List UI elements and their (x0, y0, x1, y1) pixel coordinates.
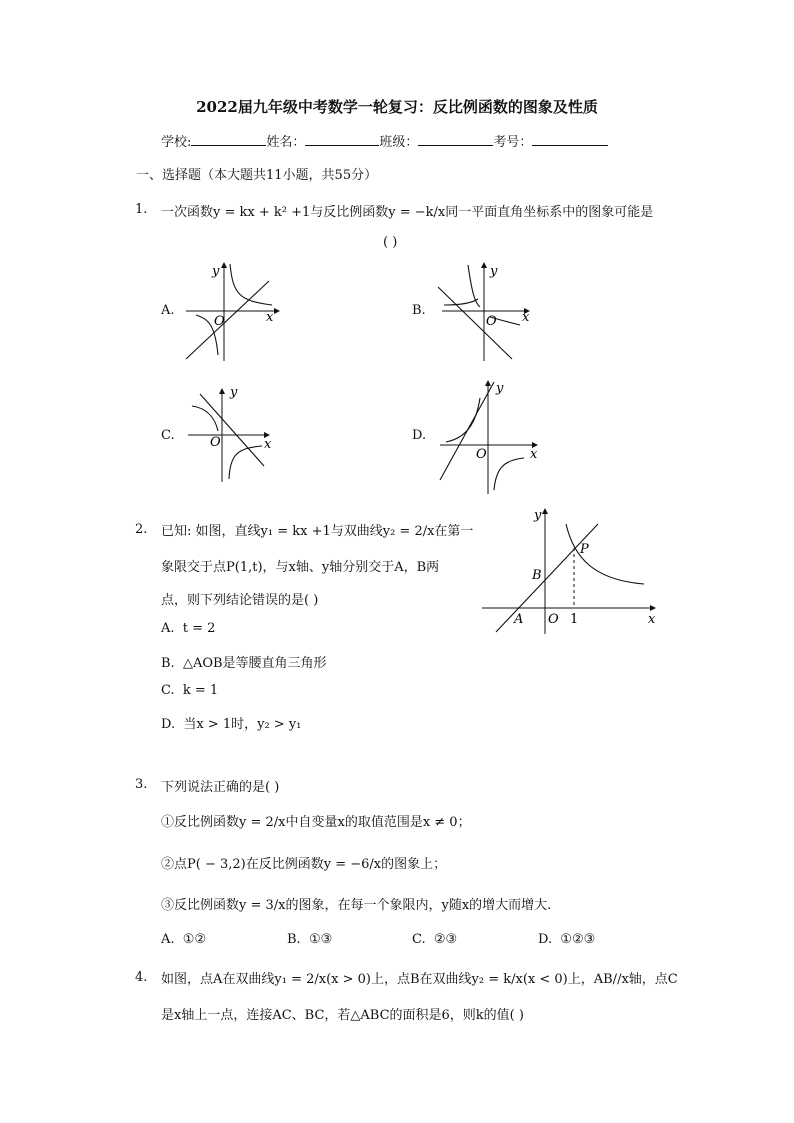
q1c-x-label: x (264, 437, 272, 452)
q4-line1: 如图，点A在双曲线y₁ = 2/x(x > 0)上，点B在双曲线y₂ = k/x(x < 0)上，AB//x轴，点C (161, 972, 678, 987)
q1-option-c-label[interactable]: C. (161, 428, 175, 443)
q2-option-b[interactable]: B. △AOB是等腰直角三角形 (161, 656, 327, 671)
class-blank[interactable] (418, 133, 493, 146)
q2-line2: 象限交于点P(1,t)，与x轴、y轴分别交于A，B两 (161, 560, 440, 575)
q2-number: 2. (135, 522, 148, 537)
q2-option-a[interactable]: A. t = 2 (161, 621, 216, 636)
q2-option-c[interactable]: C. k = 1 (161, 683, 219, 698)
header-fields (161, 131, 608, 150)
q3-option-b[interactable]: B. ①③ (287, 932, 333, 947)
q2-tick-1-label: 1 (570, 612, 579, 627)
q3-item-2: ②点P( − 3,2)在反比例函数y = −6/x的图象上； (161, 857, 447, 872)
name-blank[interactable] (305, 133, 379, 146)
school-blank[interactable] (191, 133, 266, 146)
q3-number: 3. (135, 777, 148, 792)
q2-line3: 点，则下列结论错误的是( ) (161, 593, 319, 608)
q3-option-a[interactable]: A. ①② (161, 932, 207, 947)
q1d-y-label: y (496, 381, 504, 396)
q1a-y-label: y (212, 264, 220, 279)
q1-graph-a (176, 259, 286, 364)
q3-option-d[interactable]: D. ①②③ (538, 932, 596, 947)
school-label: 学校: (161, 135, 192, 150)
q1-option-b-label[interactable]: B. (412, 303, 426, 318)
q1-graph-b (432, 259, 542, 364)
q2-figure (476, 502, 666, 637)
page-title: 2022届九年级中考数学一轮复习：反比例函数的图象及性质 (196, 98, 598, 116)
q3-item-3: ③反比例函数y = 3/x的图象，在每一个象限内，y随x的增大而增大. (161, 898, 552, 913)
q1-number: 1. (135, 202, 148, 217)
examno-label: 考号： (493, 135, 533, 150)
q1a-x-label: x (266, 310, 274, 325)
class-label: 班级： (379, 135, 419, 150)
q2-y-label: y (534, 508, 542, 523)
q4-line2: 是x轴上一点，连接AC、BC，若△ABC的面积是6，则k的值( ) (161, 1008, 524, 1023)
q1-option-a-label[interactable]: A. (161, 303, 175, 318)
name-label: 姓名： (266, 135, 306, 150)
q1b-y-label: y (490, 264, 498, 279)
q2-point-b-label: B (532, 568, 542, 583)
q1d-origin-label: O (476, 447, 487, 462)
q1b-x-label: x (522, 310, 530, 325)
q2-x-label: x (648, 612, 656, 627)
q1-paren: ( ) (383, 235, 398, 250)
q1-stem: 一次函数y = kx + k² +1与反比例函数y = −k/x同一平面直角坐标系中的图象可能是 (161, 205, 654, 220)
q1d-x-label: x (530, 447, 538, 462)
q1a-origin-label: O (214, 314, 225, 329)
q2-option-d[interactable]: D. 当x > 1时，y₂ > y₁ (161, 717, 302, 732)
q1-graph-c (182, 384, 282, 484)
q3-item-1: ①反比例函数y = 2/x中自变量x的取值范围是x ≠ 0； (161, 815, 471, 830)
examno-blank[interactable] (532, 133, 608, 146)
q2-point-a-label: A (514, 612, 524, 627)
q1c-y-label: y (230, 385, 238, 400)
q1-option-d-label[interactable]: D. (412, 428, 427, 443)
q1b-origin-label: O (486, 314, 497, 329)
q2-origin-label: O (548, 612, 559, 627)
q1-graph-d (432, 378, 547, 496)
q2-point-p-label: P (580, 542, 589, 557)
q3-option-c[interactable]: C. ②③ (412, 932, 458, 947)
section-title: 一、选择题（本大题共11小题，共55分） (136, 168, 378, 183)
q3-stem: 下列说法正确的是( ) (161, 780, 280, 795)
q2-line1: 已知: 如图，直线y₁ = kx +1与双曲线y₂ = 2/x在第一 (161, 524, 474, 539)
q4-number: 4. (135, 970, 148, 985)
q1c-origin-label: O (210, 435, 221, 450)
